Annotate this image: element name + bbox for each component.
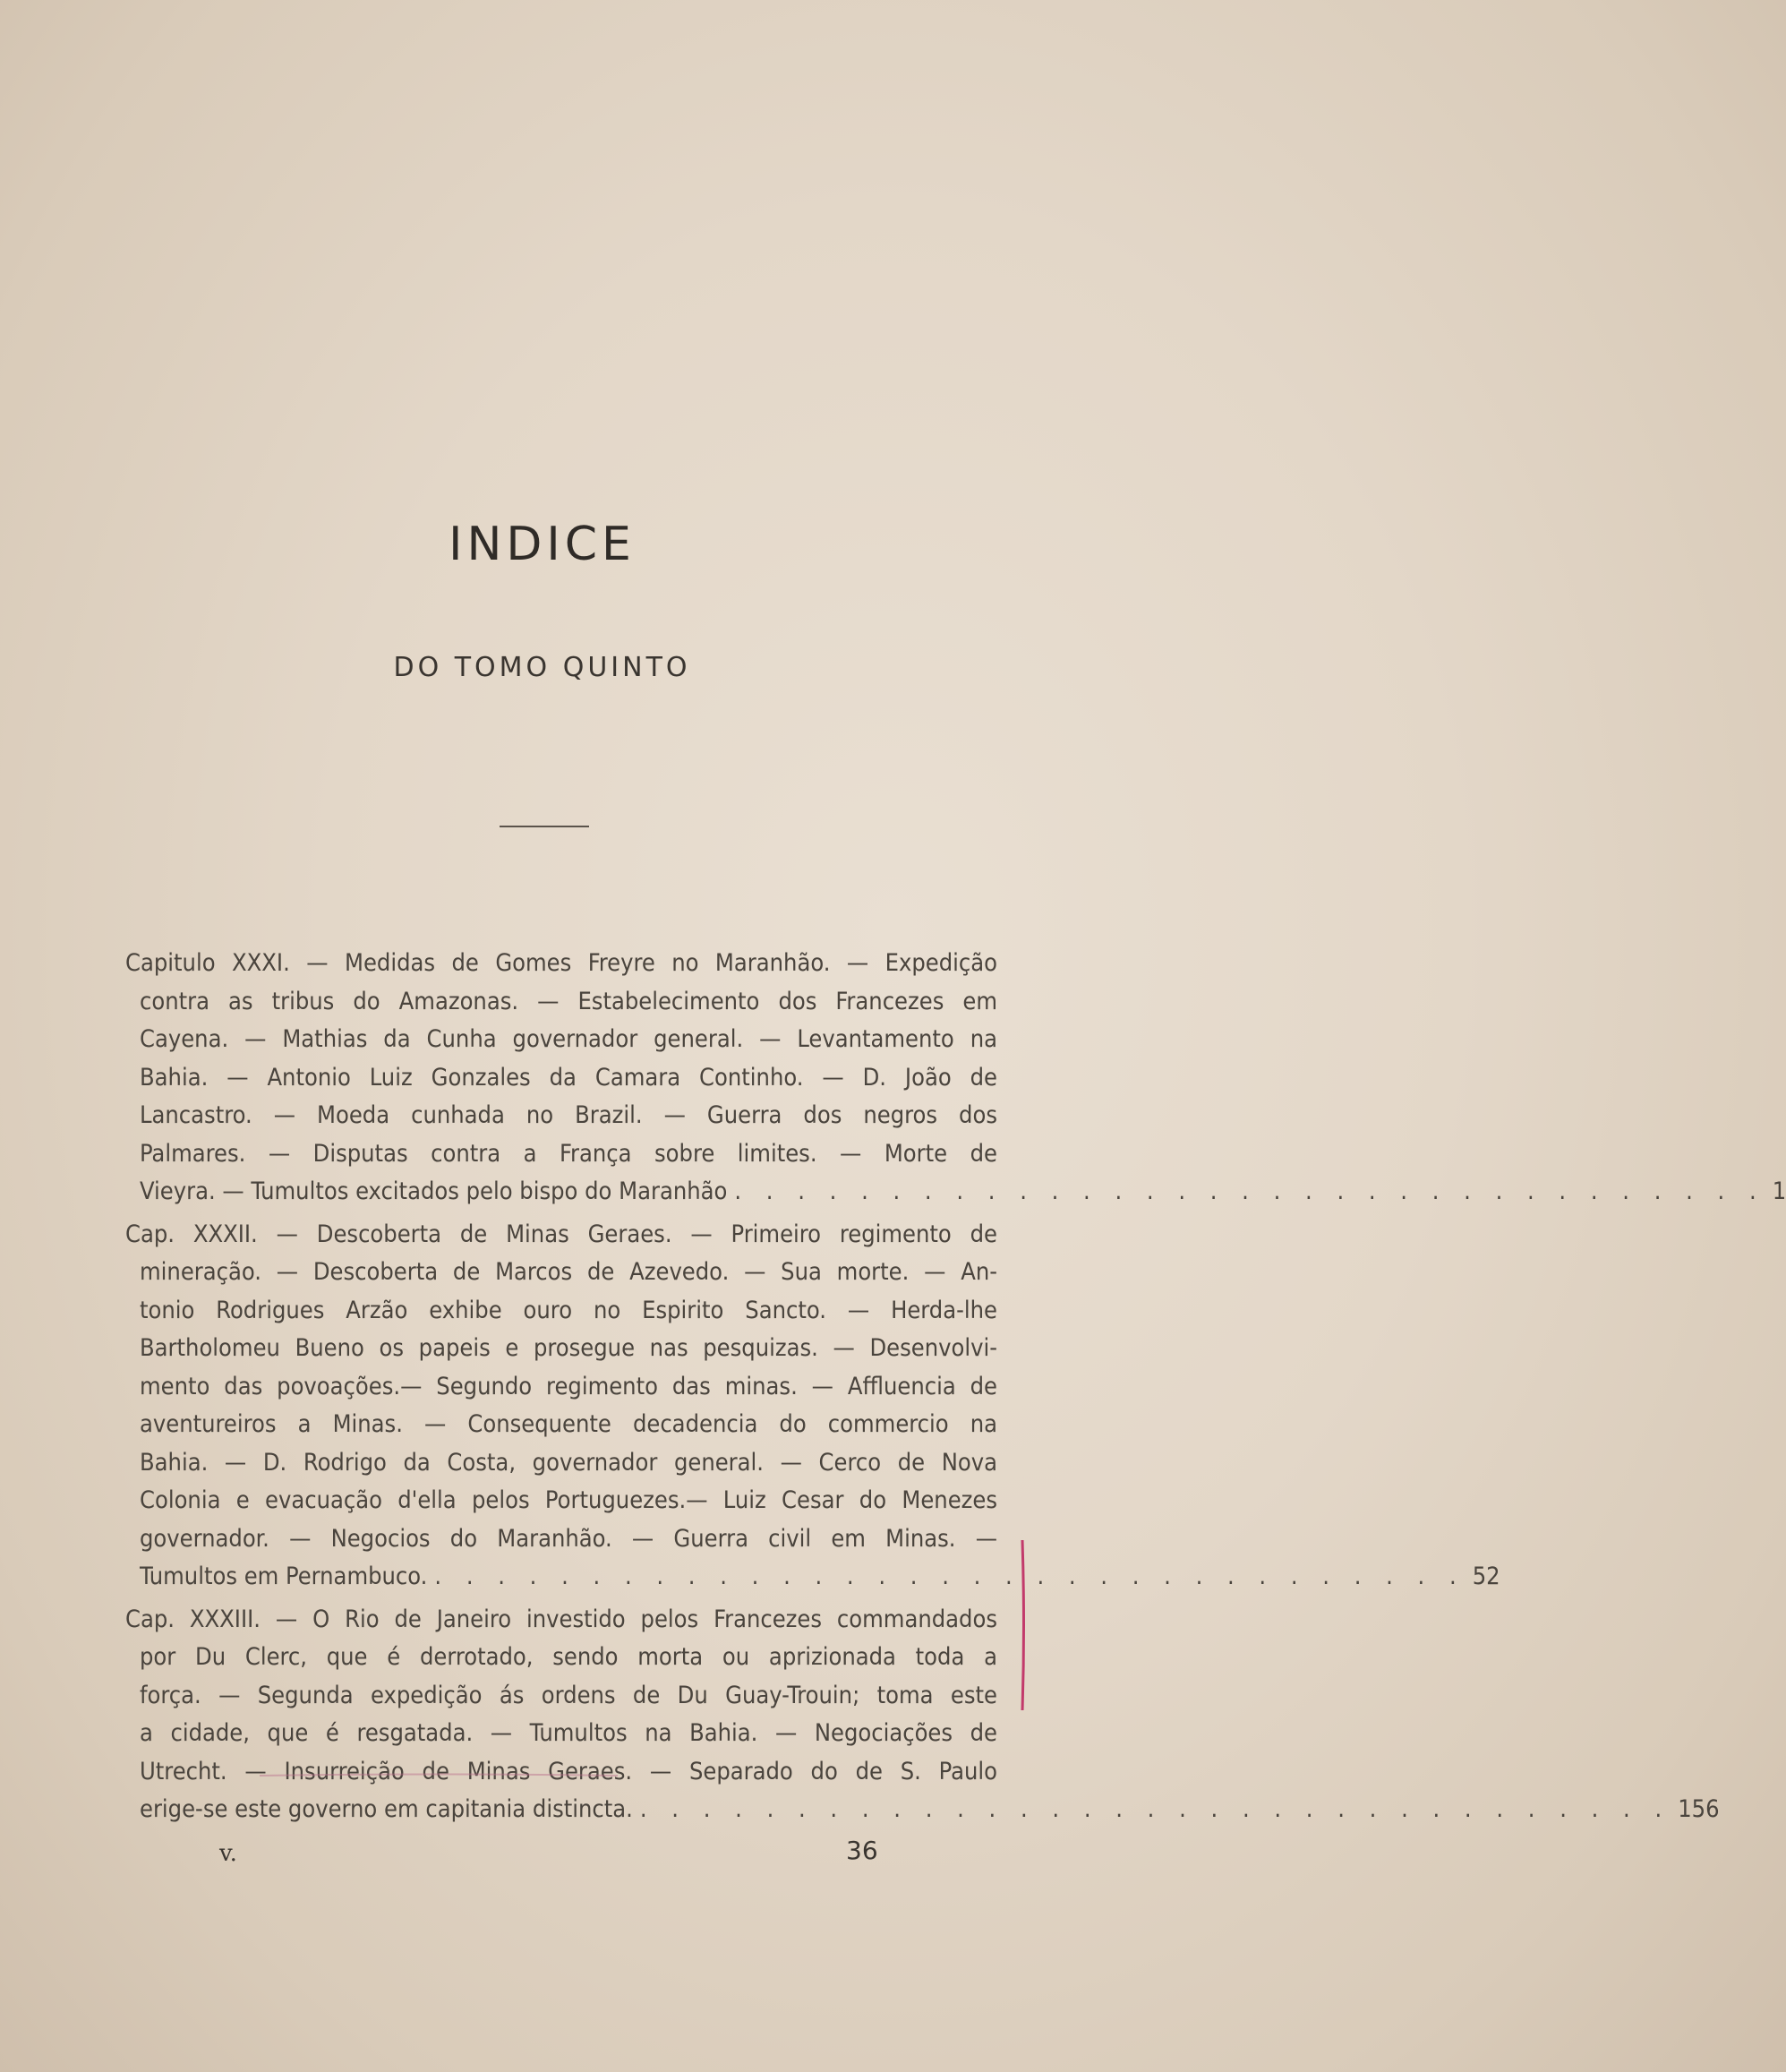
toc-line-text: mento das povoações.— Segundo regimento das minas. — Affluencia de [140, 1372, 997, 1400]
toc-line [140, 1292, 997, 1331]
toc-line [140, 1021, 997, 1059]
toc-line-text: Utrecht. — Insurreição de Minas Geraes. — Separado do de S. Paulo [140, 1757, 997, 1785]
toc-line-text: por Du Clerc, que é derrotado, sendo morta ou aprizionada toda a [140, 1643, 997, 1671]
toc-line [140, 1791, 1720, 1829]
toc-entry-chapter-33 [125, 1601, 1720, 1829]
toc-entry-chapter-31 [125, 945, 1786, 1212]
toc-line-text: Bartholomeu Bueno os papeis e prosegue nas pesquizas. — Desenvolvi- [140, 1334, 997, 1362]
table-of-contents [125, 945, 1786, 1834]
toc-line [140, 1406, 997, 1444]
toc-line-text: Vieyra. — Tumultos excitados pelo bispo do Maranhão [140, 1177, 728, 1205]
toc-line [140, 1558, 1500, 1597]
toc-entry-chapter-32 [125, 1216, 1500, 1597]
toc-line-text: contra as tribus do Amazonas. — Estabelecimento dos Francezes em [140, 987, 997, 1015]
toc-line-text: Palmares. — Disputas contra a França sobre limites. — Morte de [140, 1139, 997, 1168]
toc-line [140, 1059, 997, 1098]
bracket-stroke [1022, 1540, 1024, 1710]
toc-line [140, 1715, 997, 1753]
underline-smudge [260, 1773, 618, 1778]
smudge-stroke [260, 1775, 618, 1777]
dot-leader: . . . . . . . . . . . . . . . . . . . . . . . . . . . . . . . . . [734, 1177, 1765, 1205]
signature-mark: v. [219, 1840, 237, 1867]
page-number: 156 [1678, 1795, 1720, 1823]
toc-line-text: Colonia e evacuação d'ella pelos Portuguezes.— Luiz Cesar do Menezes [140, 1486, 997, 1514]
toc-line-text: força. — Segunda expedição ás ordens de Du Guay-Trouin; toma este [140, 1681, 997, 1709]
margin-pencil-bracket [1021, 1540, 1026, 1710]
dot-leader: . . . . . . . . . . . . . . . . . . . . . . . . . . . . . . . . . [639, 1795, 1671, 1823]
page-number: 52 [1472, 1563, 1500, 1590]
toc-line [140, 1368, 997, 1407]
toc-line [140, 1173, 1786, 1212]
toc-line [125, 1601, 997, 1640]
toc-line-text: Cap. XXXII. — Descoberta de Minas Geraes. — Primeiro regimento de [125, 1220, 997, 1248]
page-number: 1 [1772, 1177, 1786, 1205]
toc-line-text: Cap. XXXIII. — O Rio de Janeiro investido pelos Francezes commandados [125, 1605, 997, 1633]
toc-line [140, 1254, 997, 1292]
toc-line [140, 1520, 997, 1559]
toc-line-text: aventureiros a Minas. — Consequente decadencia do commercio na [140, 1410, 997, 1438]
title-divider-rule [500, 826, 589, 827]
toc-line [140, 1677, 997, 1716]
toc-line [140, 983, 997, 1022]
toc-line [140, 1330, 997, 1368]
toc-line-text: Lancastro. — Moeda cunhada no Brazil. — Guerra dos negros dos [140, 1101, 997, 1129]
toc-line-text: erige-se este governo em capitania distincta. [140, 1795, 633, 1823]
toc-line [125, 945, 997, 983]
toc-line-text: mineração. — Descoberta de Marcos de Azevedo. — Sua morte. — An- [140, 1258, 997, 1286]
page-subtitle: DO TOMO QUINTO [393, 652, 691, 683]
sheet-number: 36 [846, 1836, 878, 1865]
toc-line-text: tonio Rodrigues Arzão exhibe ouro no Espirito Sancto. — Herda-lhe [140, 1296, 997, 1324]
toc-line-text: governador. — Negocios do Maranhão. — Guerra civil em Minas. — [140, 1524, 997, 1553]
toc-line [140, 1753, 997, 1792]
toc-line-text: Bahia. — Antonio Luiz Gonzales da Camara Continho. — D. João de [140, 1063, 997, 1092]
toc-line [140, 1639, 997, 1677]
toc-line-text: Capitulo XXXI. — Medidas de Gomes Freyre no Maranhão. — Expedição [125, 949, 997, 977]
toc-line [140, 1135, 997, 1174]
toc-line-text: Tumultos em Pernambuco. [140, 1563, 428, 1590]
toc-line-text: Cayena. — Mathias da Cunha governador general. — Levantamento na [140, 1025, 997, 1053]
page-title: INDICE [449, 518, 636, 571]
toc-line [140, 1482, 997, 1520]
toc-line [125, 1216, 997, 1254]
toc-line [140, 1097, 997, 1135]
toc-line-text: Bahia. — D. Rodrigo da Costa, governador general. — Cerco de Nova [140, 1448, 997, 1477]
toc-line-text: a cidade, que é resgatada. — Tumultos na Bahia. — Negociações de [140, 1719, 997, 1747]
toc-line [140, 1444, 997, 1483]
dot-leader: . . . . . . . . . . . . . . . . . . . . . . . . . . . . . . . . . [434, 1563, 1466, 1590]
